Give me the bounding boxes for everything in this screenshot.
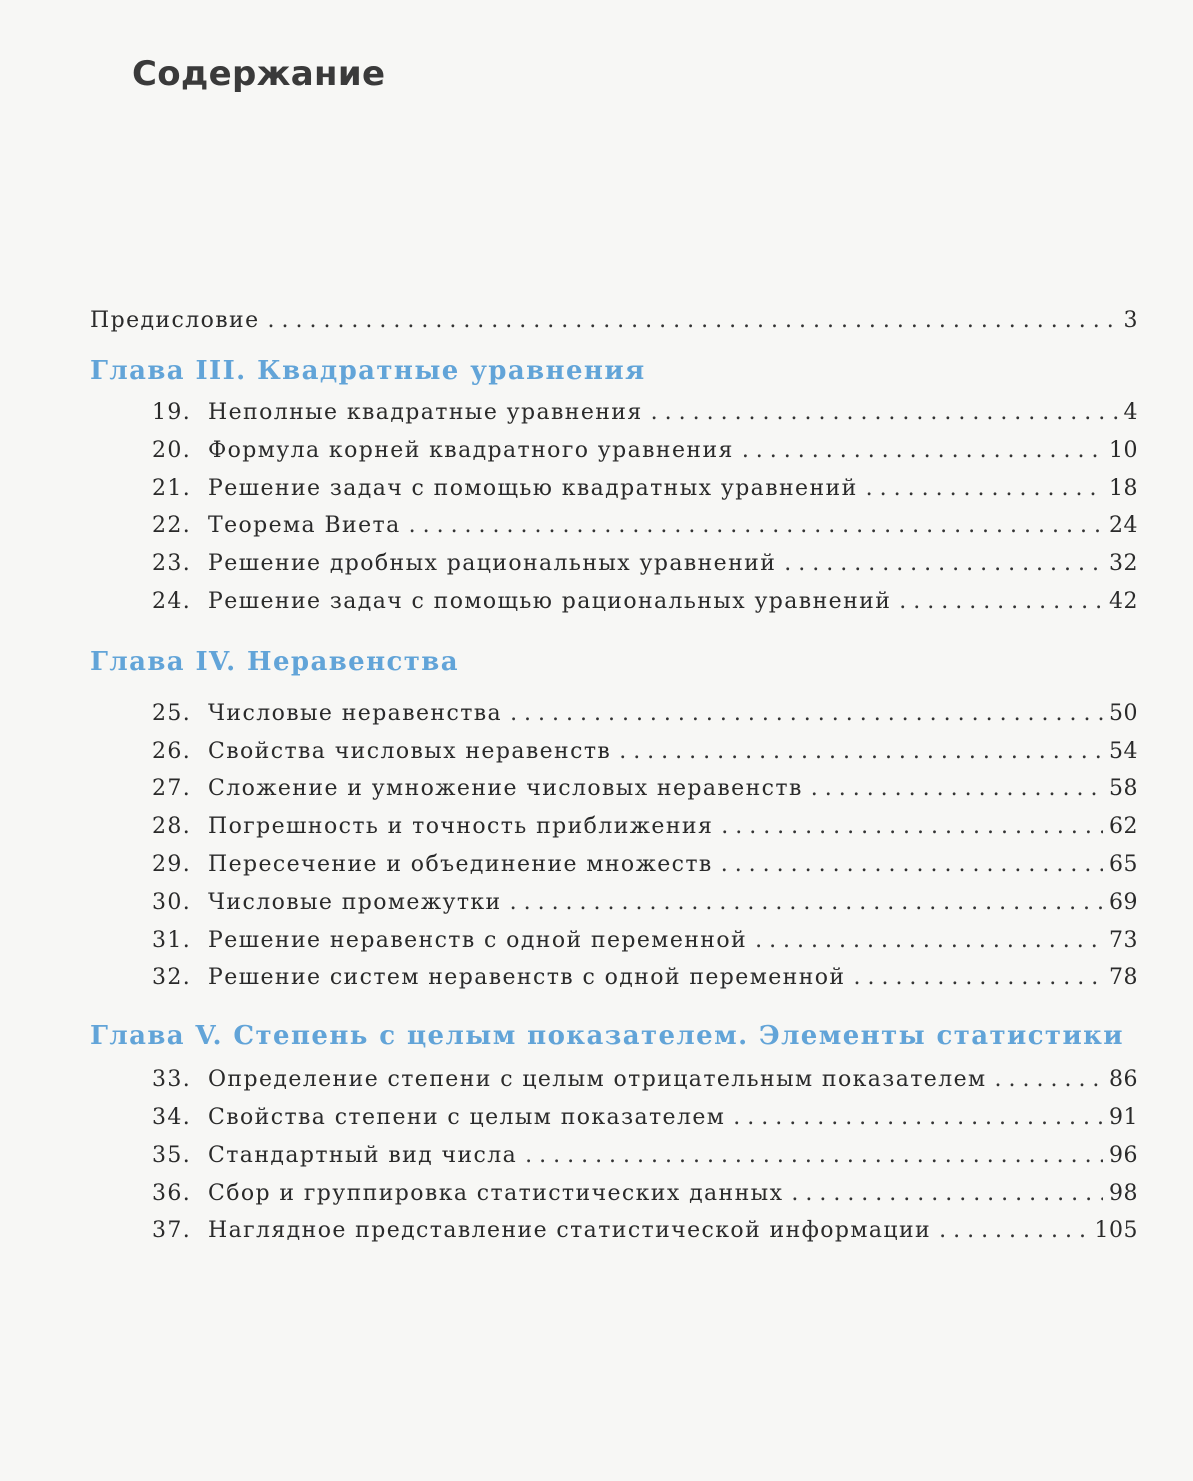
toc-entry-number: 22. [152,513,192,539]
toc-entry-number: 20. [152,437,192,463]
toc-entry-page: 62 [1109,814,1138,840]
toc-entry-label: Решение дробных рациональных уравнений [208,551,777,577]
toc-entry-label: Определение степени с целым отрицательным показателем [208,1067,987,1093]
toc-leader-dots [525,1143,1103,1168]
toc-entry[interactable] [90,928,1138,966]
toc-entry[interactable] [90,400,1138,438]
toc-entry-label: Сложение и умножение числовых неравенств [208,776,803,802]
chapter-heading-5[interactable]: Глава V. Степень с целым показателем. Элементы статистики [90,1021,1124,1052]
toc-entry-label: Стандартный вид числа [208,1142,518,1168]
toc-leader-dots [755,928,1103,953]
toc-entry-page: 65 [1109,851,1138,877]
toc-entry-page: 86 [1109,1067,1138,1093]
toc-entry-page: 96 [1109,1142,1138,1168]
toc-leader-dots [409,513,1103,538]
toc-leader-dots [510,701,1103,726]
toc-entry-page: 98 [1109,1180,1138,1206]
toc-entry-page: 42 [1109,588,1138,614]
toc-entry-label: Формула корней квадратного уравнения [208,437,734,463]
toc-entry-number: 30. [152,889,192,915]
toc-entry-number: 19. [152,400,192,425]
toc-entry[interactable] [90,1067,1138,1105]
toc-leader-dots [268,308,1118,333]
toc-entry-label: Решение задач с помощью квадратных уравнений [208,475,858,501]
toc-leader-dots [995,1067,1103,1092]
toc-leader-dots [853,965,1103,990]
toc-entry-number: 36. [152,1180,192,1206]
toc-entry-label: Сбор и группировка статистических данных [208,1180,784,1206]
toc-entry-label: Решение систем неравенств с одной переменной [208,965,846,991]
toc-entry[interactable] [90,589,1138,627]
toc-leader-dots [899,589,1103,614]
toc-entry-number: 33. [152,1067,192,1093]
toc-entry[interactable] [90,852,1138,890]
toc-leader-dots [651,400,1118,425]
toc-entry[interactable] [90,438,1138,476]
toc-entry-page: 78 [1109,965,1138,991]
toc-leader-dots [721,814,1103,839]
toc-entry-label: Наглядное представление статистической информации [208,1218,932,1244]
toc-entry-page: 32 [1109,551,1138,577]
toc-entry-page: 24 [1109,513,1138,539]
toc-entry-number: 24. [152,588,192,614]
toc-leader-dots [866,476,1103,501]
toc-entry-number: 21. [152,475,192,501]
toc-leader-dots [742,438,1103,463]
toc-entry[interactable] [90,890,1138,928]
toc-entry-number: 34. [152,1104,192,1130]
toc-entry-page: 58 [1109,776,1138,802]
toc-entry-label: Погрешность и точность приближения [208,814,714,840]
toc-entry-label: Решение задач с помощью рациональных уравнений [208,588,892,614]
toc-entry-label: Теорема Виета [208,513,401,539]
toc-entry[interactable] [90,1181,1138,1219]
toc-entry[interactable] [90,476,1138,514]
toc-entry[interactable] [90,513,1138,551]
toc-entry-page: 18 [1109,475,1138,501]
toc-leader-dots [733,1105,1103,1130]
toc-entry-page: 54 [1109,738,1138,764]
toc-leader-dots [510,890,1103,915]
page-title: Содержание [132,54,386,94]
toc-entry[interactable] [90,1218,1138,1256]
toc-entry-number: 26. [152,738,192,764]
toc-entry-page: 73 [1109,927,1138,953]
toc-entry[interactable] [90,814,1138,852]
toc-leader-dots [939,1218,1088,1243]
toc-entry-number: 28. [152,814,192,840]
toc-entry-label: Предисловие [90,308,260,333]
toc-entry-page: 105 [1094,1218,1138,1244]
toc-entry[interactable] [90,701,1138,739]
toc-entry-label: Числовые промежутки [208,889,502,915]
toc-entry-page: 69 [1109,889,1138,915]
toc-entry-page: 91 [1109,1104,1138,1130]
toc-leader-dots [784,551,1103,576]
toc-entry-number: 29. [152,851,192,877]
toc-entry-number: 23. [152,551,192,577]
toc-entry[interactable] [90,551,1138,589]
toc-entry-label: Числовые неравенства [208,700,503,726]
toc-entry-page: 10 [1109,437,1138,463]
toc-entry[interactable] [90,1143,1138,1181]
toc-entry-number: 27. [152,776,192,802]
toc-entry[interactable] [90,965,1138,1003]
chapter-heading-4[interactable]: Глава IV. Неравенства [90,646,460,677]
toc-entry-label: Свойства степени с целым показателем [208,1104,726,1130]
toc-leader-dots [721,852,1103,877]
toc-entry-page: 4 [1123,400,1138,425]
toc-entry-number: 32. [152,965,192,991]
toc-leader-dots [811,776,1103,801]
toc-entry-number: 31. [152,927,192,953]
toc-entry-label: Неполные квадратные уравнения [208,400,643,425]
toc-entry-page: 50 [1109,700,1138,726]
toc-leader-dots [619,739,1103,764]
toc-entry-label: Пересечение и объединение множеств [208,851,713,877]
toc-entry[interactable] [90,1105,1138,1143]
toc-leader-dots [791,1181,1103,1206]
toc-entry-number: 25. [152,700,192,726]
toc-entry-preface[interactable] [90,308,1138,348]
toc-entry[interactable] [90,739,1138,777]
toc-entry-page: 3 [1123,308,1138,333]
toc-entry-label: Решение неравенств с одной переменной [208,927,748,953]
toc-entry-number: 37. [152,1218,192,1244]
chapter-heading-3[interactable]: Глава III. Квадратные уравнения [90,356,646,386]
toc-entry[interactable] [90,776,1138,814]
table-of-contents [90,308,1138,1256]
toc-entry-label: Свойства числовых неравенств [208,738,612,764]
toc-entry-number: 35. [152,1142,192,1168]
